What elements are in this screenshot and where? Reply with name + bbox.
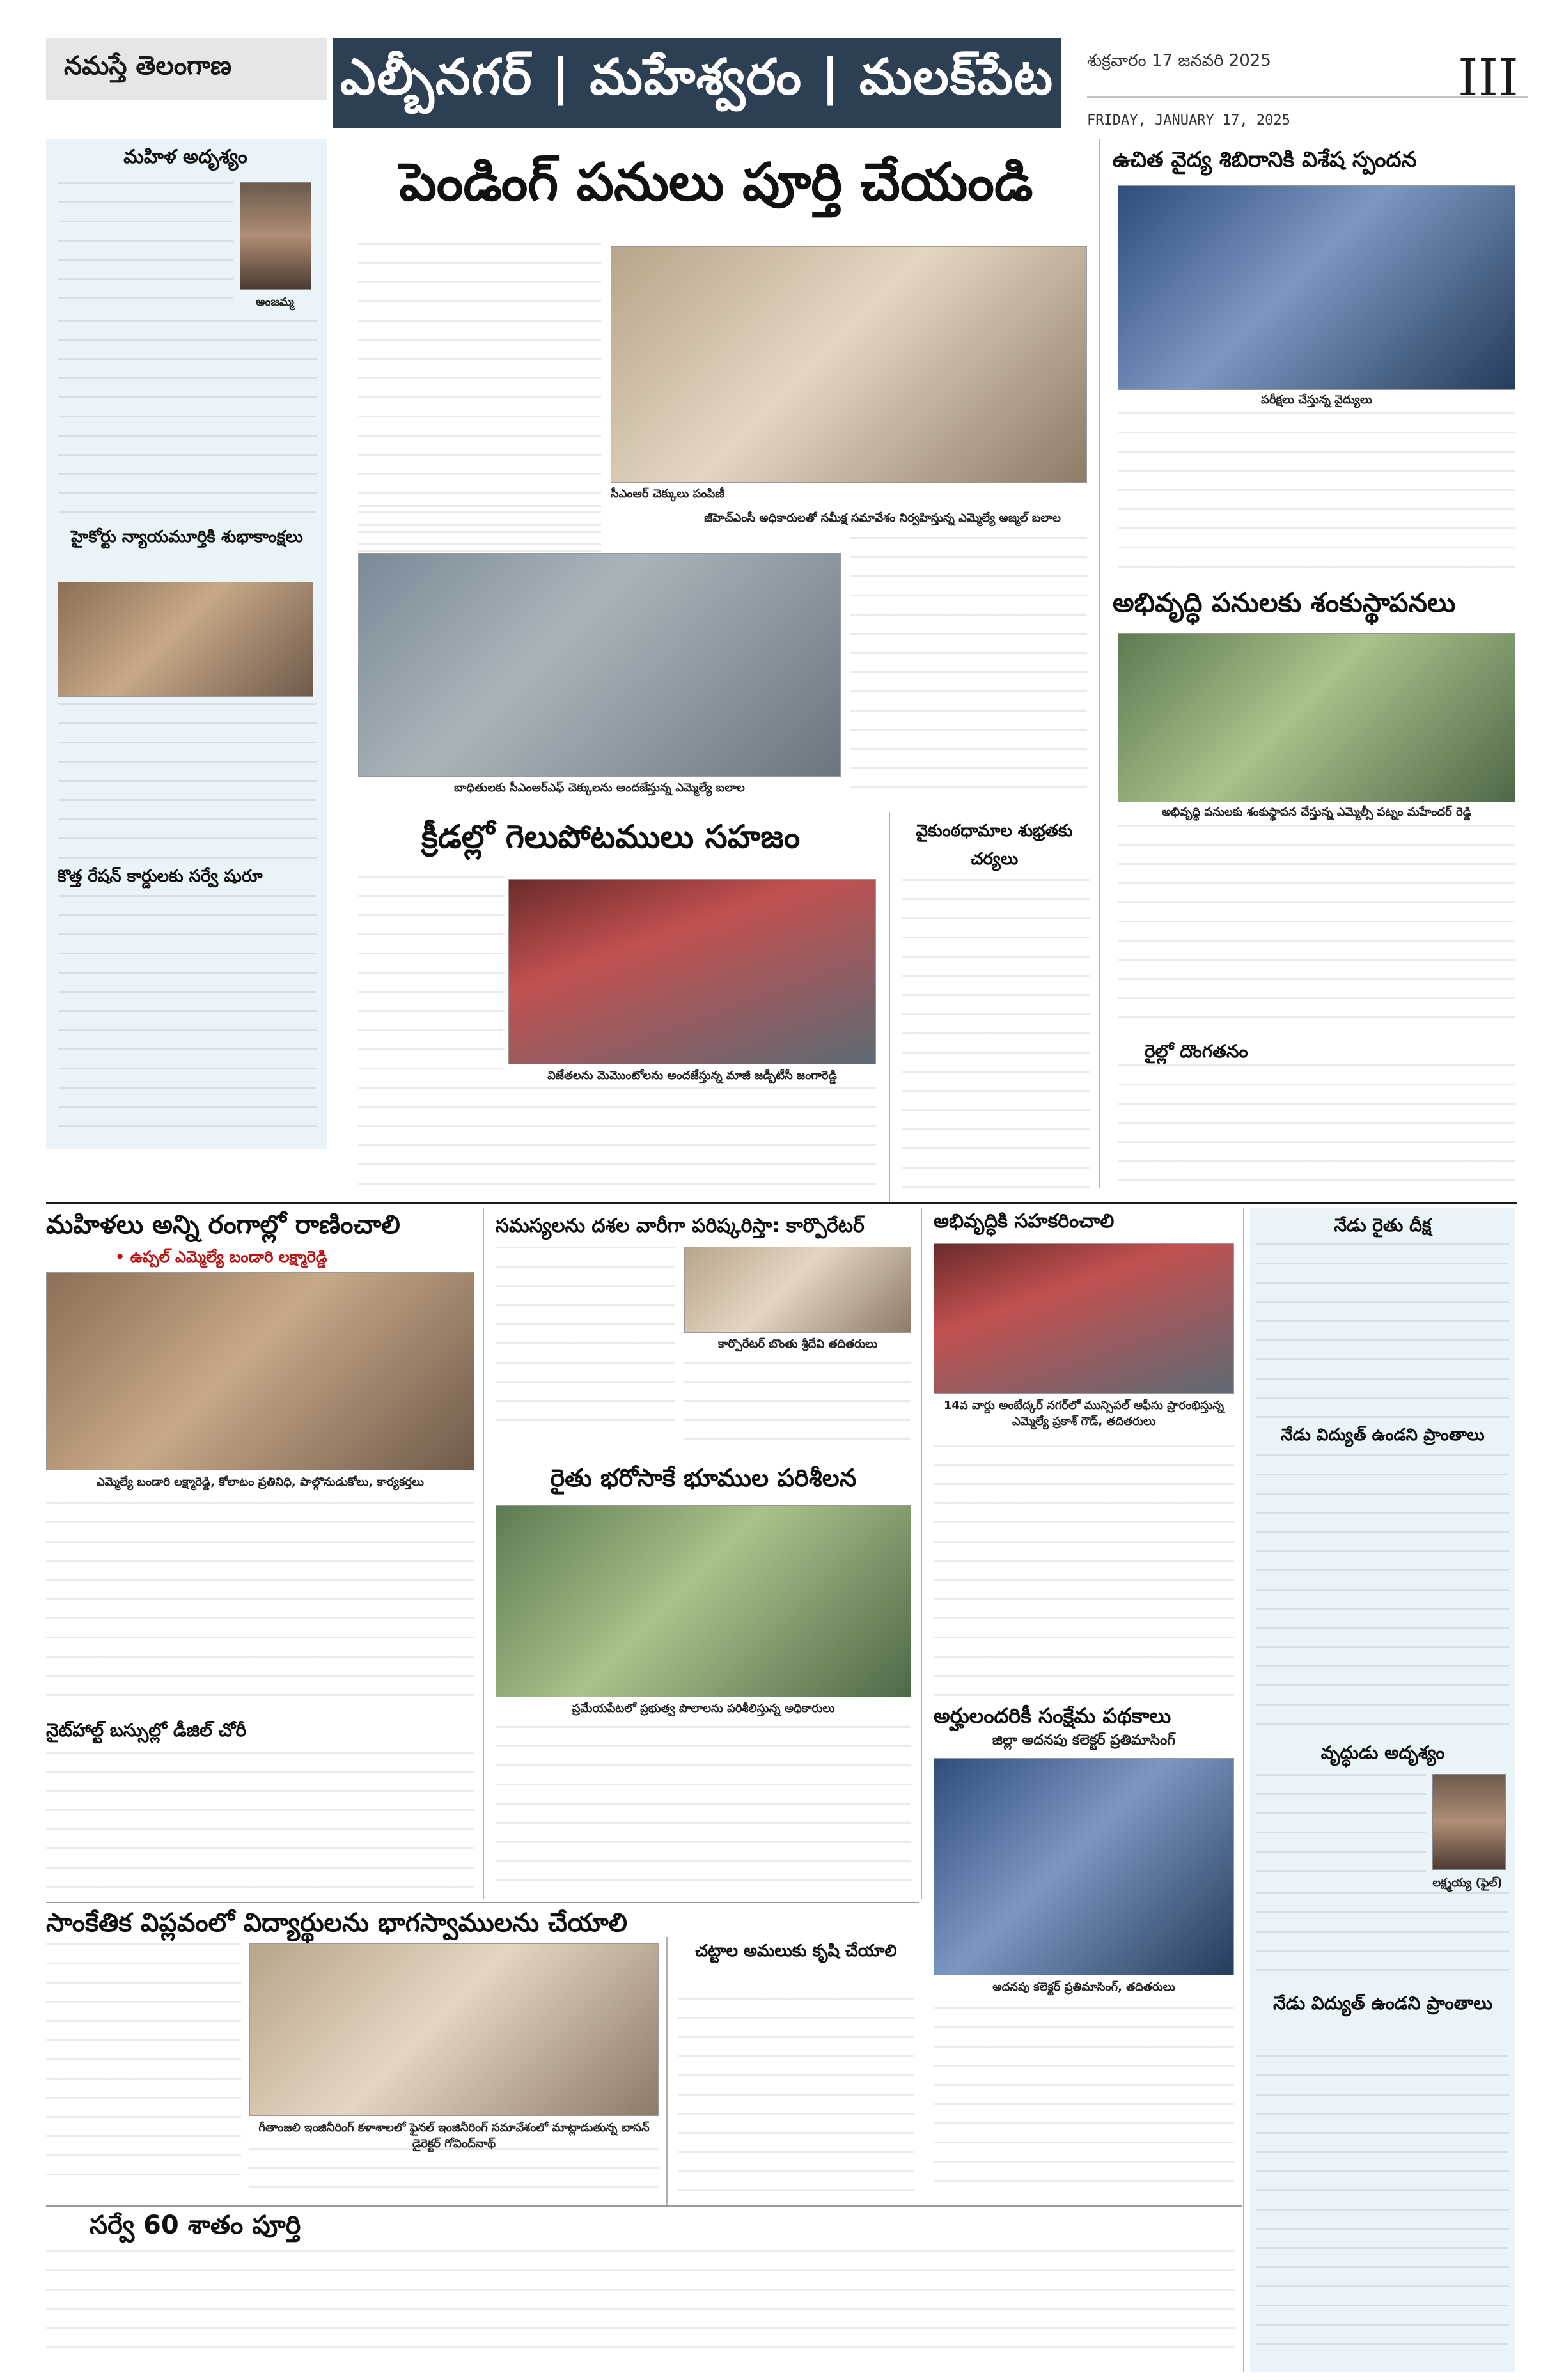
missing-woman-photo xyxy=(240,182,311,290)
sports-headline: క్రీడల్లో గెలుపోటములు సహజం xyxy=(421,818,801,855)
column-divider-2 xyxy=(889,812,890,1202)
section-rule xyxy=(46,1202,1517,1204)
tech-text-bottom xyxy=(249,2148,659,2199)
section-rule-3 xyxy=(46,2205,1242,2207)
lead-photo-cheques xyxy=(358,553,841,777)
ration-card-title: కొత్త రేషన్ కార్డులకు సర్వే షురూ xyxy=(58,867,263,886)
elder-missing-text xyxy=(1256,1774,1426,1876)
farmer-protest-text xyxy=(1256,1243,1509,1422)
development-headline: అభివృద్ధికి సహకరించాలి xyxy=(934,1210,1115,1233)
foundation-photo xyxy=(1118,633,1515,802)
lead-photo1-caption: సీఎంఆర్ చెక్కులు పంపిణీ xyxy=(611,487,725,501)
sports-photo-caption: విజేతలను మెమొంటోలను అందజేస్తున్న మాజీ జడ్పీటీసీ జంగారెడ్డి xyxy=(547,1069,837,1082)
welfare-text xyxy=(934,2007,1234,2199)
tech-text-left xyxy=(46,1943,241,2186)
rythu-photo xyxy=(496,1505,911,1697)
women-photo-caption: ఎమ్మెల్యే బండారి లక్ష్మారెడ్డి, కోలాటం ప్రతినిధి, పాల్గొనుడుకోలు, కార్యకర్తలు xyxy=(96,1475,425,1489)
crematorium-title: వైకుంఠధామాల శుభ్రతకు చర్యలు xyxy=(916,821,1073,869)
section-rule-2 xyxy=(46,1902,919,1903)
tech-photo-caption: గీతాంజలి ఇంజినీరింగ్ కళాశాలలో ఫైనల్ ఇంజినీరింగ్ సమావేశంలో మాట్లాడుతున్న బాసన్ డైరెక్టర్ గోవింద్‌నాథ్ xyxy=(258,2121,650,2151)
medical-camp-photo xyxy=(1118,185,1515,390)
welfare-headline: అర్హులందరికీ సంక్షేమ పథకాలు xyxy=(934,1704,1171,1728)
date-block xyxy=(1087,51,1407,128)
column-divider-5 xyxy=(1243,1208,1244,2372)
date-telugu: శుక్రవారం 17 జనవరి 2025 xyxy=(1087,51,1271,70)
judge-greeting-title: హైకోర్టు న్యాయమూర్తికి శుభాకాంక్షలు xyxy=(71,527,303,547)
diesel-theft-title: నైట్‌హాల్ట్ బస్సుల్లో డీజిల్ చోరీ xyxy=(46,1720,247,1741)
train-theft-title: రైల్లో దొంగతనం xyxy=(1145,1041,1248,1062)
missing-woman-text-top xyxy=(58,182,233,310)
foundation-text xyxy=(1118,825,1515,1036)
lead-photo-meeting xyxy=(611,246,1087,483)
tech-headline: సాంకేతిక విప్లవంలో విద్యార్థులను భాగస్వాములను చేయాలి xyxy=(46,1908,627,1938)
column-divider xyxy=(1099,139,1100,1188)
edition-title: ఎల్బీనగర్ | మహేశ్వరం | మలక్‌పేట xyxy=(333,38,1061,128)
train-theft-text xyxy=(1118,1064,1515,1199)
missing-woman-title: మహిళ అదృశ్యం xyxy=(123,146,247,168)
law-text xyxy=(678,1998,914,2202)
development-photo xyxy=(934,1243,1234,1394)
rythu-photo-caption: ప్రమేయపేటలో ప్రభుత్వ పొలాలను పరిశీలిస్తున్న అధికారులు xyxy=(572,1702,835,1715)
farmer-protest-title: నేడు రైతు దీక్ష xyxy=(1334,1215,1432,1236)
corporator-photo xyxy=(684,1247,911,1333)
women-subhead: • ఉప్పల్ ఎమ్మెల్యే బండారి లక్ష్మారెడ్డి xyxy=(115,1248,327,1266)
corporator-text-right xyxy=(684,1362,911,1458)
women-photo xyxy=(46,1272,474,1470)
rythu-text xyxy=(496,1726,911,1892)
survey-title: సర్వే 60 శాతం పూర్తి xyxy=(90,2211,301,2240)
lead-text-col2 xyxy=(850,537,1087,793)
crematorium-text xyxy=(902,879,1090,1199)
power-cut-text-2 xyxy=(1256,2055,1509,2362)
foundation-photo-caption: అభివృద్ధి పనులకు శంకుస్థాపన చేస్తున్న ఎమ్మెల్సీ పట్నం మహేందర్ రెడ్డి xyxy=(1161,805,1472,819)
medical-camp-text xyxy=(1118,412,1515,579)
elder-missing-text-2 xyxy=(1256,1892,1509,1988)
elder-missing-photo-caption: లక్ష్మయ్య (ఫైల్) xyxy=(1432,1876,1503,1890)
sports-text-left xyxy=(358,876,505,1074)
foundation-title: అభివృద్ధి పనులకు శంకుస్థాపనలు xyxy=(1113,587,1456,618)
welfare-photo xyxy=(934,1758,1234,1975)
corporator-text-left xyxy=(496,1247,675,1438)
lead-headline: పెండింగ్ పనులు పూర్తి చేయండి xyxy=(399,152,1033,213)
judge-greeting-text xyxy=(58,703,317,863)
lead-text-col1b xyxy=(358,505,601,556)
corporator-photo-caption: కార్పొరేటర్ బొంతు శ్రీదేవి తదితరులు xyxy=(717,1337,878,1351)
diesel-theft-text xyxy=(46,1752,474,1892)
missing-woman-text xyxy=(58,320,317,518)
power-cut-text xyxy=(1256,1454,1509,1736)
development-photo-caption: 14వ వార్డు అంబేద్కర్ నగర్‌లో మున్సిపల్ ఆఫీసు ప్రారంభిస్తున్న ఎమ్మెల్యే ప్రకాశ్ గౌడ్, తదితరులు xyxy=(943,1399,1224,1428)
tech-photo xyxy=(249,1943,659,2116)
welfare-subhead: జిల్లా అదనపు కలెక్టర్ ప్రతిమాసింగ్ xyxy=(992,1732,1176,1748)
newspaper-brand: నమస్తే తెలంగాణ xyxy=(46,38,327,100)
development-text xyxy=(934,1445,1234,1700)
lead-photo2-caption: జీహెచ్‌ఎంసీ అధికారులతో సమీక్ష సమావేశం నిర్వహిస్తున్న ఎమ్మెల్యే అజ్మల్ బలాల xyxy=(704,511,1061,525)
rythu-headline: రైతు భరోసాకే భూముల పరిశీలన xyxy=(550,1464,857,1492)
column-divider-4 xyxy=(921,1208,922,1899)
elder-missing-photo xyxy=(1432,1774,1506,1870)
ration-card-text xyxy=(58,895,317,1144)
women-headline: మహిళలు అన్ని రంగాల్లో రాణించాలి xyxy=(46,1210,400,1240)
medical-camp-photo-caption: పరీక్షలు చేస్తున్న వైద్యులు xyxy=(1261,393,1372,407)
women-text xyxy=(46,1502,474,1713)
missing-woman-photo-caption: అంజమ్మ xyxy=(256,295,294,309)
power-cut-title-2: నేడు విద్యుత్ ఉండని ప్రాంతాలు xyxy=(1273,1993,1492,2014)
corporator-headline: సమస్యలను దశల వారీగా పరిష్కరిస్తా: కార్పొరేటర్ xyxy=(496,1215,865,1237)
survey-text xyxy=(46,2250,1235,2365)
elder-missing-title: వృద్ధుడు అదృశ్యం xyxy=(1320,1742,1445,1763)
power-cut-title: నేడు విద్యుత్ ఉండని ప్రాంతాలు xyxy=(1281,1426,1485,1445)
law-title: చట్టాల అమలుకు కృషి చేయాలి xyxy=(695,1941,897,1961)
medical-camp-title: ఉచిత వైద్య శిబిరానికి విశేష స్పందన xyxy=(1113,147,1417,173)
judge-greeting-photo xyxy=(58,582,313,697)
date-english: FRIDAY, JANUARY 17, 2025 xyxy=(1087,113,1290,128)
sports-photo xyxy=(508,879,876,1064)
sports-text-bottom xyxy=(358,1087,876,1195)
page-number: III xyxy=(1458,48,1519,107)
welfare-photo-caption: అదనపు కలెక్టర్ ప్రతిమాసింగ్, తదితరులు xyxy=(992,1980,1175,1994)
column-divider-3 xyxy=(483,1208,484,1899)
column-divider-6 xyxy=(666,1937,668,2205)
lead-photo3-caption: బాధితులకు సీఎంఆర్ఎఫ్ చెక్కులను అందజేస్తున్న ఎమ్మెల్యే బలాల xyxy=(454,781,745,795)
